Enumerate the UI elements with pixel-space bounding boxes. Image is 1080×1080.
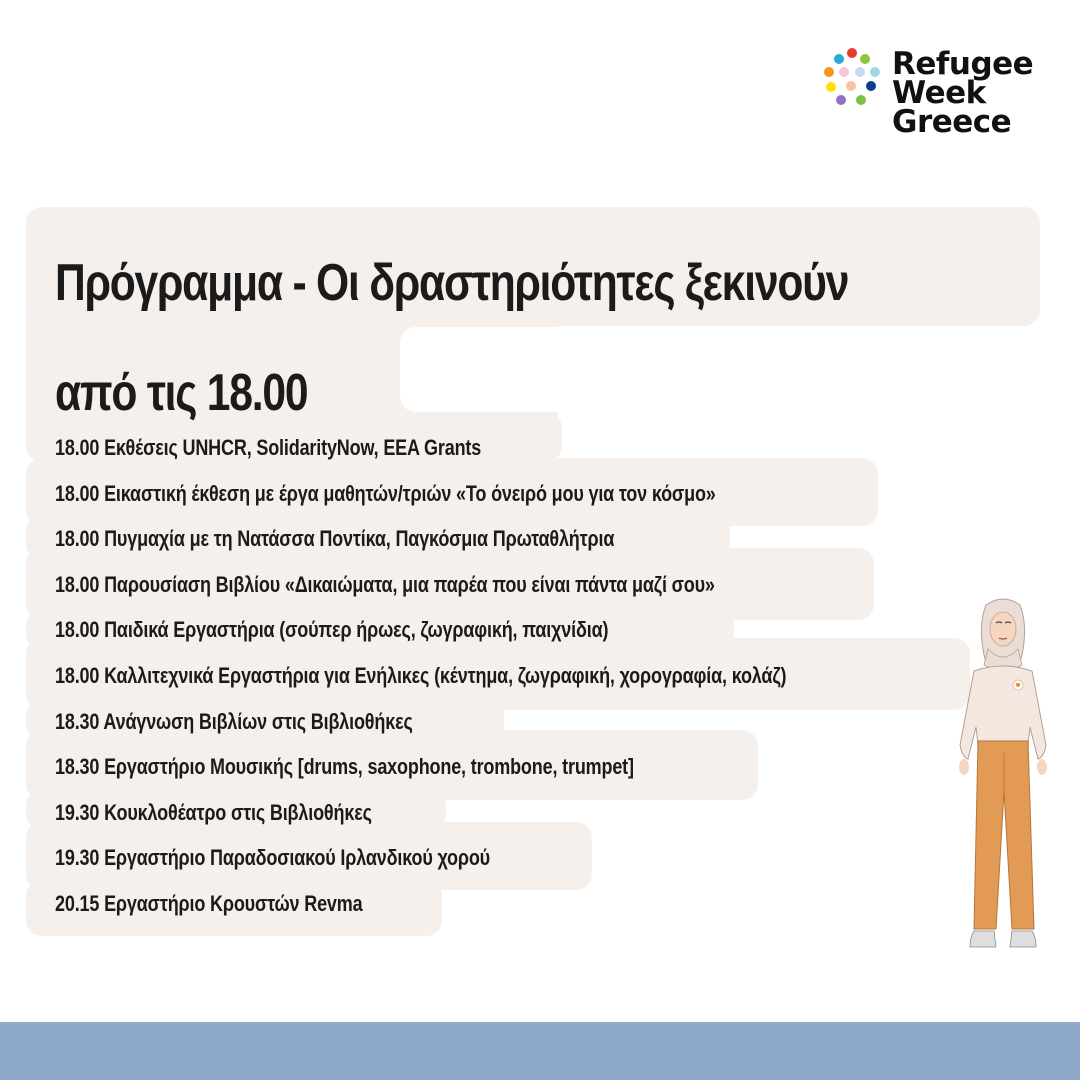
- logo-dot: [856, 95, 866, 105]
- logo-dot: [846, 81, 856, 91]
- schedule-item: 18.30 Ανάγνωση Βιβλίων στις Βιβλιοθήκες: [55, 708, 413, 734]
- title-line: από τις 18.00: [55, 364, 308, 422]
- logo-line: Refugee: [892, 46, 1034, 82]
- logo-dot: [855, 67, 865, 77]
- schedule-item: 20.15 Εργαστήριο Κρουστών Revma: [55, 890, 363, 916]
- logo-dots-icon: [822, 48, 882, 110]
- schedule-list: [55, 429, 969, 931]
- logo-dot: [836, 95, 846, 105]
- schedule-item: 18.00 Πυγμαχία με τη Νατάσσα Ποντίκα, Παγκόσμια Πρωταθλήτρια: [55, 526, 615, 552]
- shoe-shape: [970, 931, 996, 947]
- bottom-band: [0, 1022, 1080, 1080]
- logo-dot: [847, 48, 857, 58]
- schedule-item: 18.00 Καλλιτεχνικά Εργαστήρια για Ενήλικες (κέντημα, ζωγραφική, χορογραφία, κολάζ): [55, 662, 787, 688]
- schedule-item: 19.30 Εργαστήριο Παραδοσιακού Ιρλανδικού χορού: [55, 845, 490, 871]
- logo-dot: [839, 67, 849, 77]
- refugee-week-greece-logo: [822, 46, 1034, 140]
- woman-hijab-illustration-icon: [948, 595, 1058, 965]
- logo-line: Week: [892, 75, 986, 111]
- logo-dot: [834, 54, 844, 64]
- logo-dot: [870, 67, 880, 77]
- face-shape: [990, 612, 1016, 646]
- schedule-item: 18.00 Εικαστική έκθεση με έργα μαθητών/τριών «Το όνειρό μου για τον κόσμο»: [55, 480, 716, 506]
- logo-line: Greece: [892, 104, 1012, 140]
- logo-dot: [866, 81, 876, 91]
- schedule-item: 18.00 Παιδικά Εργαστήρια (σούπερ ήρωες, ζωγραφική, παιχνίδια): [55, 617, 609, 643]
- schedule-item: 18.30 Εργαστήριο Μουσικής [drums, saxophone, trombone, trumpet]: [55, 754, 634, 780]
- logo-dot: [860, 54, 870, 64]
- schedule-item: 19.30 Κουκλοθέατρο στις Βιβλιοθήκες: [55, 799, 372, 825]
- logo-dot: [826, 82, 836, 92]
- logo-dot: [824, 67, 834, 77]
- schedule-item: 18.00 Εκθέσεις UNHCR, SolidarityNow, EEA Grants: [55, 435, 482, 460]
- shoe-shape: [1010, 931, 1036, 947]
- logo-wordmark: [892, 46, 1034, 140]
- page-title: [55, 228, 867, 448]
- schedule-item: 18.00 Παρουσίαση Βιβλίου «Δικαιώματα, μια παρέα που είναι πάντα μαζί σου»: [55, 571, 715, 597]
- title-line: Πρόγραμμα - Οι δραστηριότητες ξεκινούν: [55, 254, 849, 312]
